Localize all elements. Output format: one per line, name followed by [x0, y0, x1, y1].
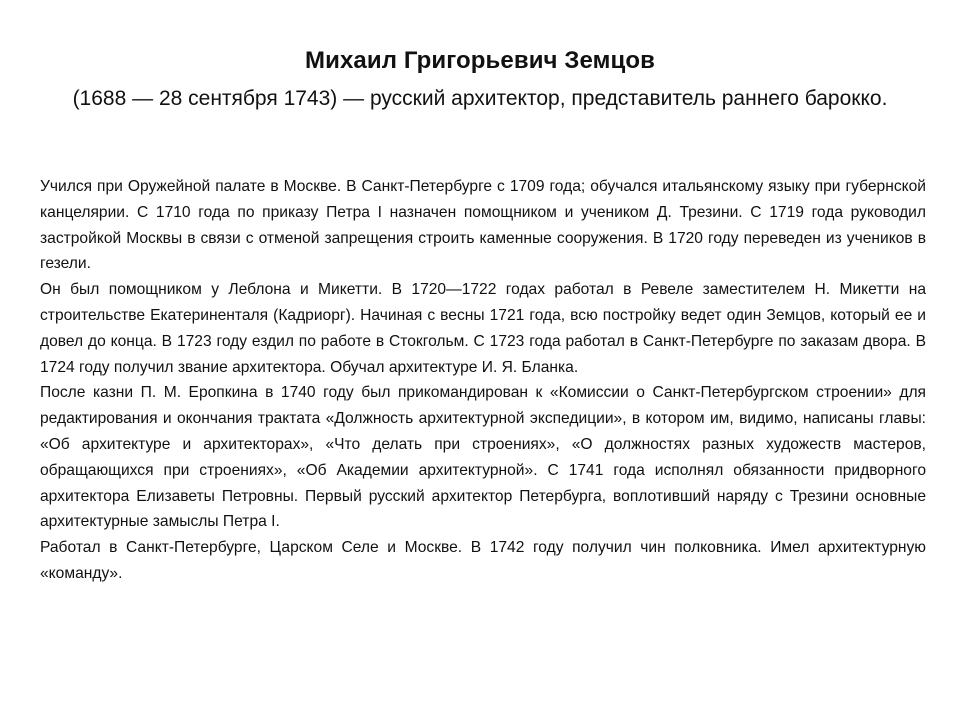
page-title: Михаил Григорьевич Земцов [305, 47, 655, 74]
paragraph-career: Он был помощником у Леблона и Микетти. В 1720—1722 годах работал в Ревеле заместителем Н. Микетти на строительстве Екатериненталя (Кадриорг). Начиная с весны 1721 года, всю постройку ведет один Земцов, который ее и довел до конца. В 1723 году ездил по работе в Стокгольм. С 1723 года работал в Санкт-Петербурге по заказам двора. В 1724 году получил звание архитектора. Обучал архитектуре И. Я. Бланка. [40, 281, 926, 376]
paragraph-education: Учился при Оружейной палате в Москве. В Санкт-Петербурге с 1709 года; обучался итальянскому языку при губернской канцелярии. С 1710 года по приказу Петра I назначен помощником и учеником Д. Трезини. С 1719 года руководил застройкой Москвы в связи с отменой запрещения строить каменные сооружения. В 1720 году переведен из учеников в гезели. [40, 178, 926, 273]
page-subtitle: (1688 — 28 сентября 1743) — русский архитектор, представитель раннего барокко. [72, 87, 888, 110]
slide-header [40, 44, 920, 115]
biography-text [40, 174, 926, 587]
paragraph-commission: После казни П. М. Еропкина в 1740 году был прикомандирован к «Комиссии о Санкт-Петербургском строении» для редактирования и окончания трактата «Должность архитектурной экспедиции», в котором им, видимо, написаны главы: «Об архитектуре и архитекторах», «Что делать при строениях», «О должностях разных художеств мастеров, обращающихся при строениях», «Об Академии архитектурной». С 1741 года исполнял обязанности придворного архитектора Елизаветы Петровны. Первый русский архитектор Петербурга, воплотивший наряду с Трезини основные архитектурные замыслы Петра I. [40, 384, 926, 531]
paragraph-late-career: Работал в Санкт-Петербурге, Царском Селе и Москве. В 1742 году получил чин полковника. Имел архитектурную «команду». [40, 539, 926, 582]
